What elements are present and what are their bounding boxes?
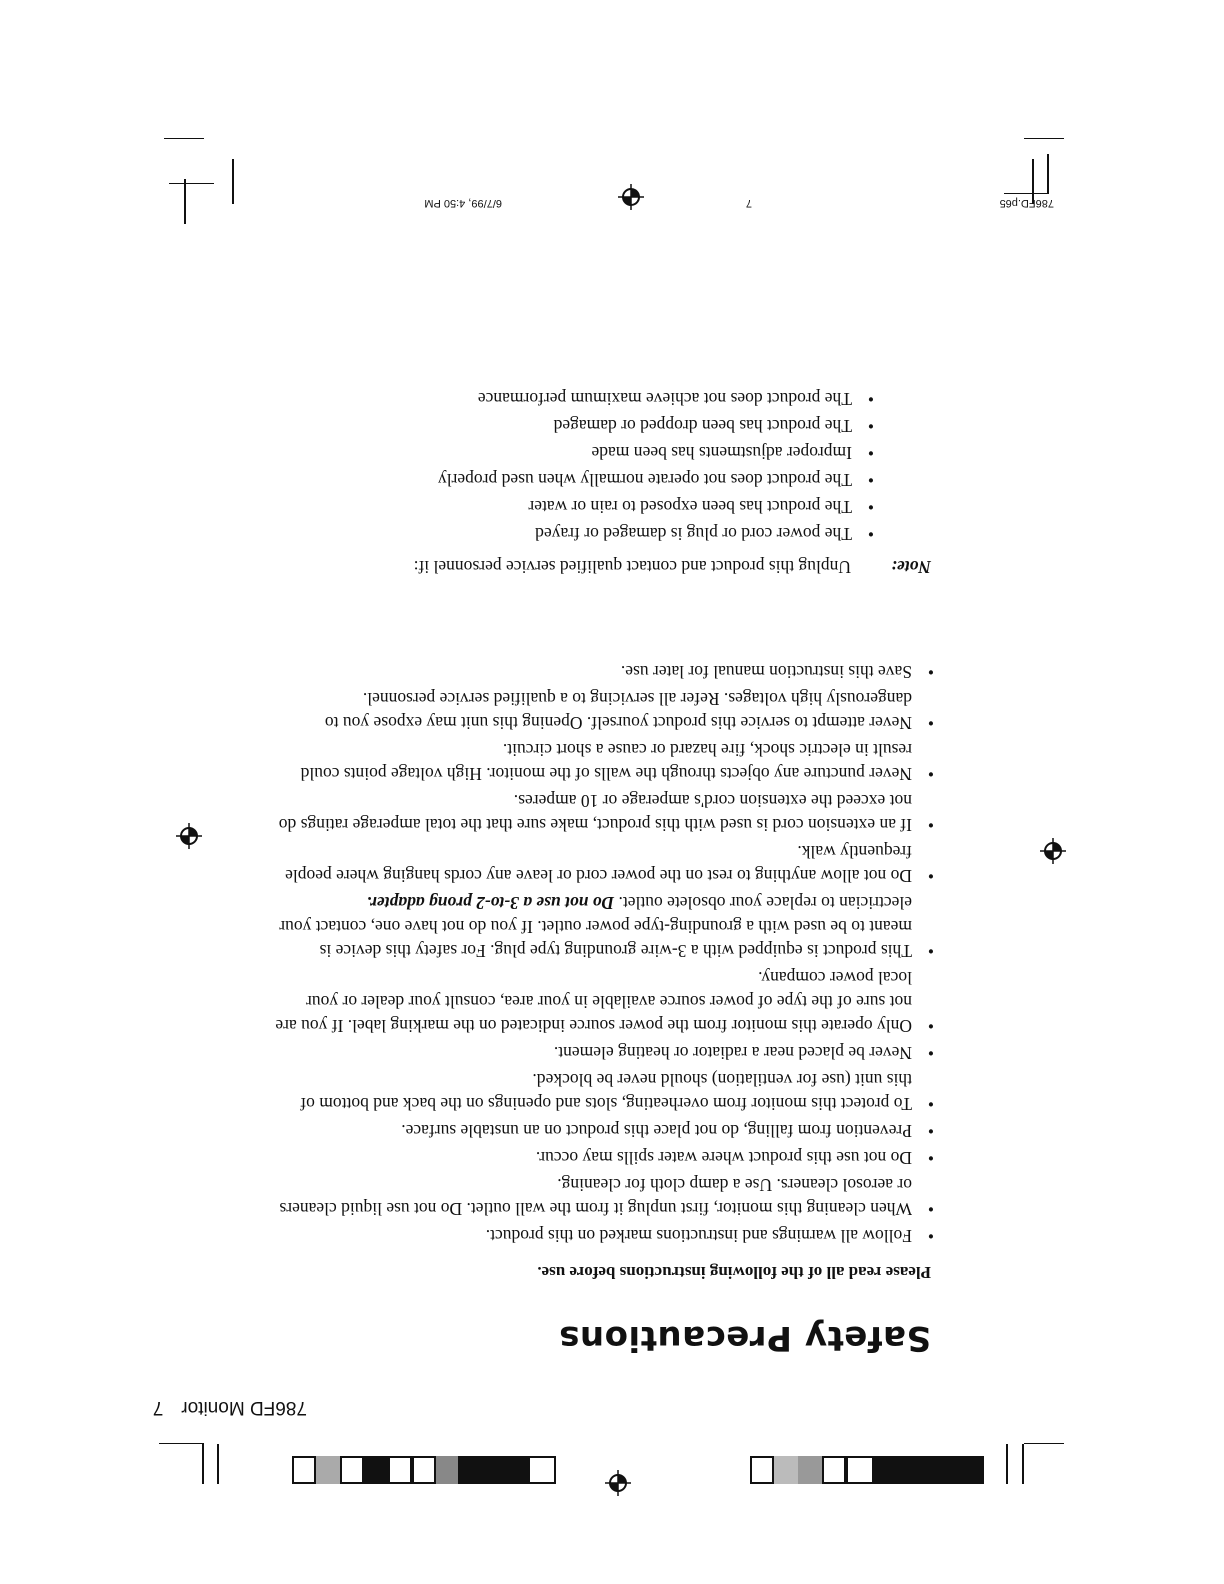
note-label: Note: — [891, 557, 931, 577]
slug-timestamp: 6/7/99, 4:50 PM — [424, 197, 502, 209]
running-head-product: 786FD Monitor — [181, 1397, 307, 1418]
registration-mark-right-icon — [176, 823, 202, 849]
list-item: • When cleaning this monitor, first unplug it from the wall outlet. Do not use liquid cleaners or aerosol cleaners. Use a damp cloth for cleaning. — [279, 1175, 934, 1219]
slug-page-number: 7 — [745, 197, 752, 209]
list-item: • To protect this monitor from overheating, slots and openings on the back and bottom of this unit (use for ventilation) should never be blocked. — [300, 1070, 934, 1114]
list-item: • Do not use this product where water spills may occur. — [535, 1148, 934, 1168]
list-item: • If an extension cord is used with this product, make sure that the total amperage ratings do not exceed the extension cord's amperage or 10 amperes. — [278, 791, 934, 835]
list-item: • Do not allow anything to rest on the power cord or leave any cords hanging where people frequently walk. — [285, 842, 934, 886]
list-item: • Follow all warnings and instructions marked on this product. — [485, 1226, 934, 1246]
color-bar-right — [292, 1456, 556, 1484]
list-item: • Improper adjustments has been made — [591, 443, 874, 463]
list-item: • Never puncture any objects through the walls of the monitor. High voltage points could result in electric shock, fire hazard or cause a short circuit. — [300, 740, 934, 784]
list-item: • Only operate this monitor from the power source indicated on the marking label. If you are not sure of the type of power source available in your area, consult your dealer or your local power company. — [275, 968, 934, 1036]
running-head — [135, 1396, 307, 1418]
precautions-list — [274, 657, 934, 1248]
page-title: Safety Precautions — [558, 1318, 931, 1358]
list-item: • The product does not operate normally when used properly — [437, 470, 874, 490]
service-conditions-list — [314, 384, 874, 546]
registration-mark-left-icon — [1040, 838, 1066, 864]
list-item: • This product is equipped with a 3-wire grounding type plug. For safety this device is meant to be used with a grounding-type power outlet. If you do not have one, contact your electrician to replace your obsolete outlet. Do not use a 3-to-2 prong adapter. — [279, 893, 934, 961]
list-item: • Never be placed near a radiator or heating element. — [553, 1043, 934, 1063]
list-item: • The product does not achieve maximum performance — [477, 389, 874, 409]
list-item: • Never attempt to service this product yourself. Opening this unit may expose you to dangerously high voltages. Refer all servicing to a qualified service personnel. — [324, 689, 934, 733]
registration-mark-top-icon — [605, 1470, 631, 1496]
color-bar-left — [750, 1456, 984, 1484]
registration-mark-bottom-icon — [618, 184, 644, 210]
list-item: • Save this instruction manual for later use. — [620, 662, 934, 682]
list-item: • The power cord or plug is damaged or frayed — [535, 524, 874, 544]
slug-filename: 786FD.p65 — [999, 197, 1054, 209]
list-item: • The product has been exposed to rain or water — [528, 497, 874, 517]
note-text: Unplug this product and contact qualified service personnel if: — [413, 557, 851, 577]
list-item: • Prevention from falling, do not place this product on an unstable surface. — [401, 1121, 934, 1141]
running-head-page: 7 — [152, 1397, 164, 1418]
note — [281, 555, 931, 579]
intro-text: Please read all of the following instructions before use. — [537, 1263, 931, 1282]
adapter-warning: Do not use a 3-to-2 prong adapter. — [366, 893, 615, 913]
list-item: • The product has been dropped or damaged — [553, 416, 874, 436]
